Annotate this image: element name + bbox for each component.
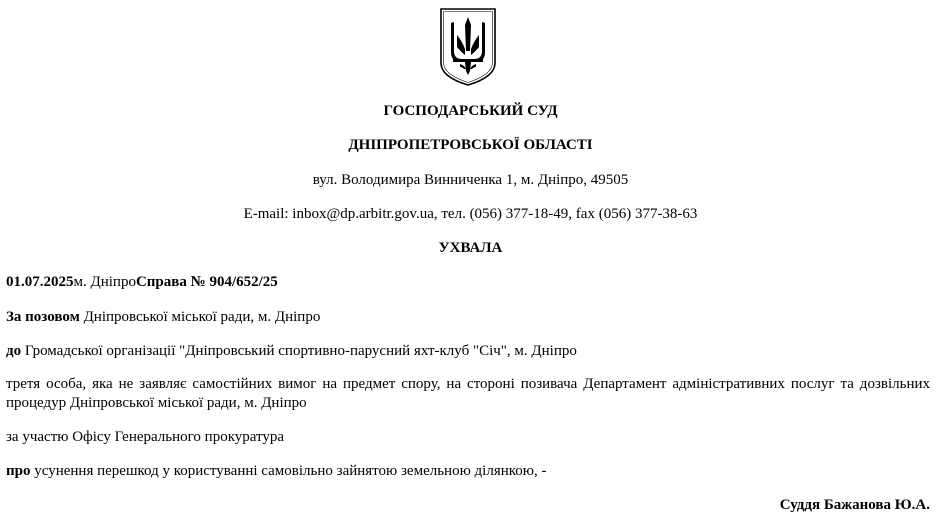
subject-label: про <box>6 463 31 479</box>
plaintiff-name: Дніпровської міської ради, м. Дніпро <box>79 309 321 325</box>
court-address: вул. Володимира Винниченка 1, м. Дніпро, 49505 <box>312 172 629 188</box>
court-contacts: E-mail: inbox@dp.arbitr.gov.ua, тел. (056) 377-18-49, fax (056) 377-38-63 <box>243 206 698 222</box>
document-title: УХВАЛА <box>438 240 503 256</box>
defendant-label: до <box>6 343 22 359</box>
court-name: ГОСПОДАРСЬКИЙ СУД <box>383 103 558 119</box>
ukraine-trident-emblem-icon <box>438 7 498 87</box>
subject-line <box>6 462 546 480</box>
plaintiff-line <box>6 308 320 326</box>
defendant-line <box>6 342 577 360</box>
document-city: м. Дніпро <box>73 274 136 290</box>
plaintiff-label: За позовом <box>6 309 80 325</box>
document-date: 01.07.2025 <box>6 274 74 290</box>
court-region: ДНІПРОПЕТРОВСЬКОЇ ОБЛАСТІ <box>348 137 593 153</box>
third-party-paragraph: третя особа, яка не заявляє самостійних вимог на предмет спору, на стороні позивача Департамент адміністративних послуг та дозвільних процедур Дніпровської міської ради, м. Дніпро <box>6 376 930 411</box>
judge-signature: Суддя Бажанова Ю.А. <box>779 497 930 513</box>
subject-text: усунення перешкод у користуванні самовільно зайнятою земельною ділянкою, - <box>30 463 547 479</box>
defendant-name: Громадської організації "Дніпровський спортивно-парусний яхт-клуб "Січ", м. Дніпро <box>21 343 577 359</box>
case-number: Справа № 904/652/25 <box>135 274 278 290</box>
participation-line: за участю Офісу Генерального прокуратура <box>6 429 285 445</box>
case-header <box>6 273 278 291</box>
